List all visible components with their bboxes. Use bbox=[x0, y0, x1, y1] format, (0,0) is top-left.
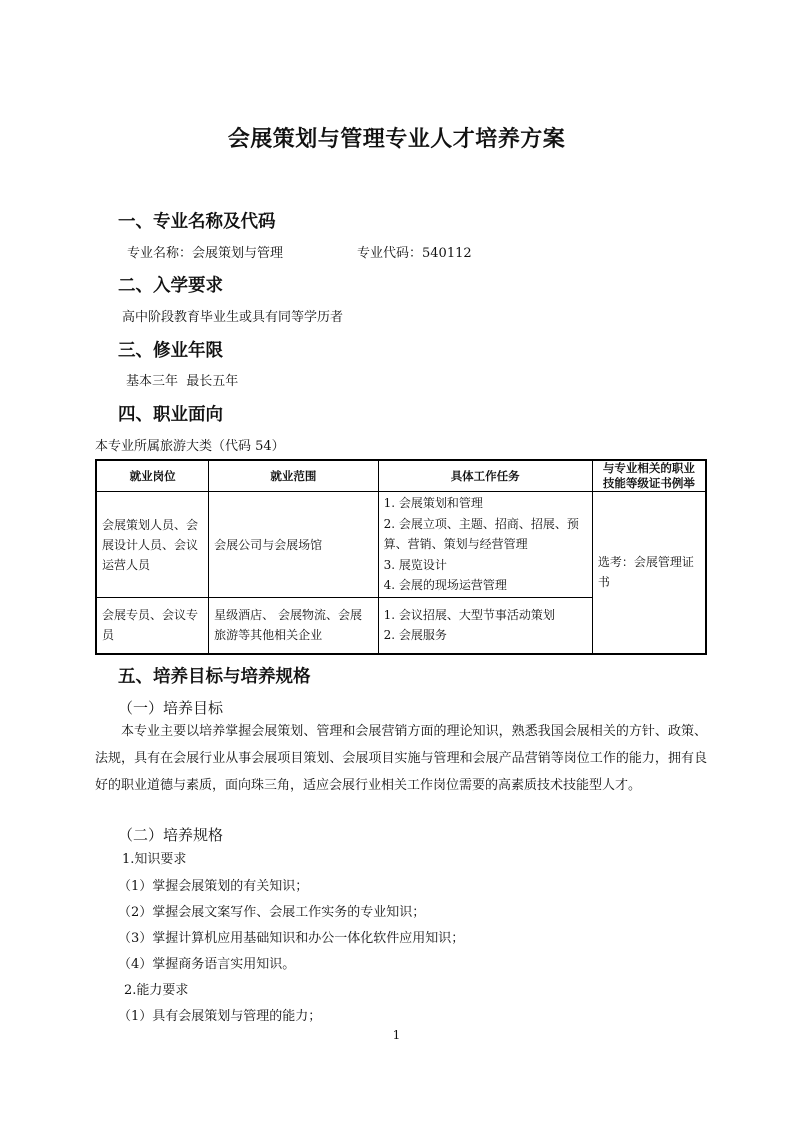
table-caption: 本专业所属旅游大类（代码 54） bbox=[95, 439, 285, 454]
task-item: 2. 会展服务 bbox=[383, 628, 447, 643]
knowledge-item: （3）掌握计算机应用基础知识和办公一体化软件应用知识； bbox=[118, 931, 465, 946]
section-4-heading: 四、职业面向 bbox=[118, 405, 223, 425]
header-tasks: 具体工作任务 bbox=[378, 460, 592, 492]
career-table bbox=[95, 459, 707, 655]
major-code: 专业代码：540112 bbox=[357, 246, 472, 261]
certificate-cell: 选考：会展管理证书 bbox=[592, 492, 706, 654]
header-certificate: 与专业相关的职业技能等级证书例举 bbox=[592, 460, 706, 492]
section-3-heading: 三、修业年限 bbox=[118, 341, 223, 361]
page-number: 1 bbox=[392, 1028, 401, 1042]
section-2-heading: 二、入学要求 bbox=[118, 276, 223, 296]
row-2-position: 会展专员、会议专员 bbox=[96, 598, 209, 654]
ability-heading: 2.能力要求 bbox=[124, 983, 189, 998]
row-1-position: 会展策划人员、会展设计人员、会议运营人员 bbox=[96, 492, 209, 598]
goal-paragraph: 本专业主要以培养掌握会展策划、管理和会展营销方面的理论知识，熟悉我国会展相关的方针、政策、法规，具有在会展行业从事会展项目策划、会展项目实施与管理和会展产品营销等岗位工作的能力，拥有良好的职业道德与素质，面向珠三角，适应会展行业相关工作岗位需要的高素质技术技能型人才。 bbox=[95, 724, 707, 793]
major-name: 专业名称：会展策划与管理 bbox=[127, 246, 284, 261]
table-row bbox=[96, 492, 706, 598]
document-title: 会展策划与管理专业人才培养方案 bbox=[227, 127, 566, 152]
row-2-scope: 星级酒店、 会展物流、会展旅游等其他相关企业 bbox=[209, 598, 378, 654]
row-1-tasks bbox=[378, 492, 592, 598]
ability-item: （1）具有会展策划与管理的能力； bbox=[118, 1009, 322, 1024]
table-header-row bbox=[96, 460, 706, 492]
knowledge-item: （4）掌握商务语言实用知识。 bbox=[118, 957, 296, 972]
knowledge-item: （2）掌握会展文案写作、会展工作实务的专业知识； bbox=[118, 905, 426, 920]
section-1-heading: 一、专业名称及代码 bbox=[118, 212, 276, 232]
task-item: 1. 会议招展、大型节事活动策划 bbox=[383, 607, 555, 622]
task-item: 2. 会展立项、主题、招商、招展、预算、营销、策划与经营管理 bbox=[383, 516, 579, 552]
task-item: 4. 会展的现场运营管理 bbox=[383, 578, 507, 593]
header-scope: 就业范围 bbox=[209, 460, 378, 492]
section-5-heading: 五、培养目标与培养规格 bbox=[118, 667, 311, 687]
admission-text: 高中阶段教育毕业生或具有同等学历者 bbox=[122, 310, 344, 325]
goal-heading: （一）培养目标 bbox=[118, 699, 224, 717]
knowledge-item: （1）掌握会展策划的有关知识； bbox=[118, 879, 309, 894]
header-position: 就业岗位 bbox=[96, 460, 209, 492]
task-item: 1. 会展策划和管理 bbox=[383, 496, 483, 511]
row-2-tasks bbox=[378, 598, 592, 654]
spec-heading: （二）培养规格 bbox=[118, 826, 224, 844]
task-item: 3. 展览设计 bbox=[383, 557, 447, 572]
knowledge-heading: 1.知识要求 bbox=[122, 852, 187, 867]
row-1-scope: 会展公司与会展场馆 bbox=[209, 492, 378, 598]
study-years-text: 基本三年 最长五年 bbox=[126, 374, 239, 389]
